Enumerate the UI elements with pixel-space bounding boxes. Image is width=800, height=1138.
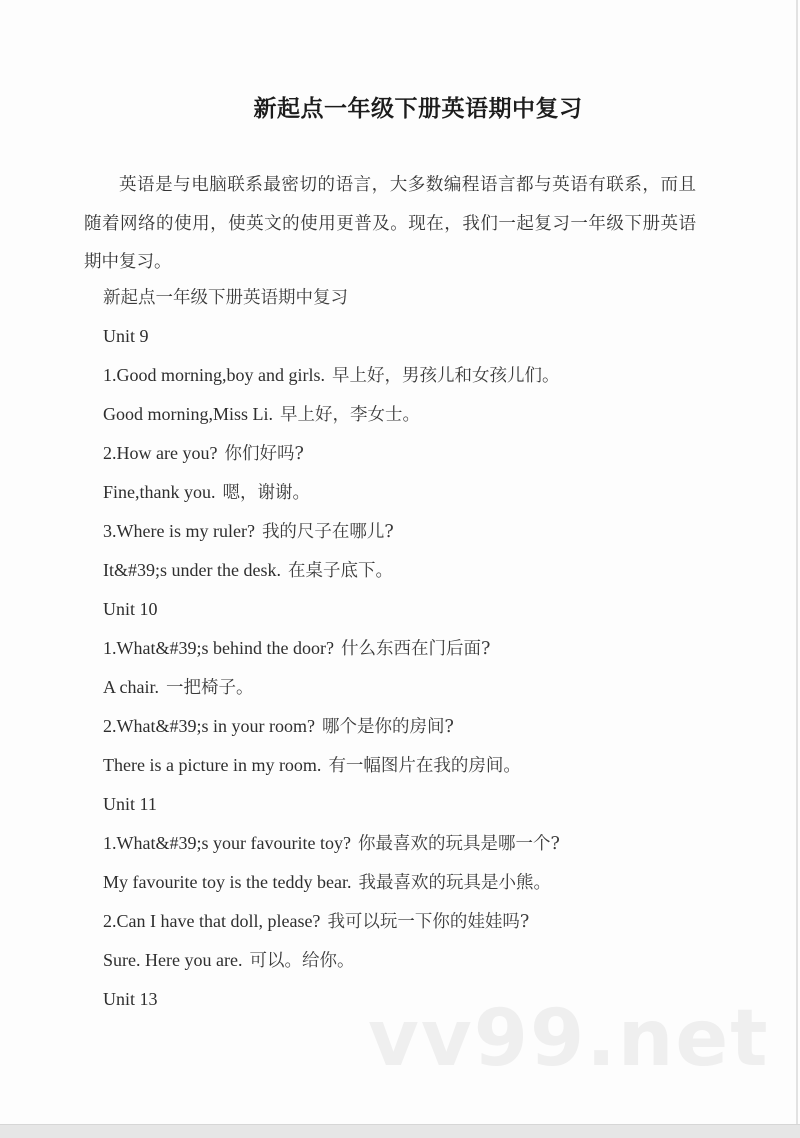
chinese-text: 嗯，谢谢。 [222, 483, 310, 503]
english-text: 2.How are you? [103, 443, 218, 463]
english-text: 1.What&#39;s your favourite toy? [103, 833, 351, 853]
chinese-text: 我的尺子在哪儿? [261, 522, 394, 542]
english-text: There is a picture in my room. [103, 755, 322, 775]
sentence-line [103, 360, 560, 399]
sentence-line [103, 906, 560, 945]
sentence-line [103, 828, 560, 867]
watermark: vv99.net [368, 994, 770, 1084]
chinese-text: 什么东西在门后面? [340, 639, 491, 659]
chinese-text: 可以。给你。 [249, 951, 355, 971]
intro-paragraph: 英语是与电脑联系最密切的语言，大多数编程语言都与英语有联系，而且随着网络的使用，使英文的使用更普及。现在，我们一起复习一年级下册英语期中复习。 [84, 174, 696, 271]
sentence-line [103, 516, 560, 555]
unit-heading [103, 321, 560, 360]
english-text: Sure. Here you are. [103, 950, 243, 970]
sentence-line [103, 750, 560, 789]
sentence-line [103, 555, 560, 594]
sentence-line [103, 633, 560, 672]
sentence-line [103, 945, 560, 984]
sentence-line [103, 477, 560, 516]
chinese-text: 早上好，李女士。 [280, 405, 421, 425]
sentence-line [103, 711, 560, 750]
chinese-text: 你们好吗? [224, 444, 304, 464]
chinese-text: 我可以玩一下你的娃娃吗? [327, 912, 530, 932]
unit-label: Unit 11 [103, 794, 157, 814]
english-text: 1.What&#39;s behind the door? [103, 638, 334, 658]
english-text: 2.Can I have that doll, please? [103, 911, 321, 931]
english-text: It&#39;s under the desk. [103, 560, 281, 580]
unit-label: Unit 10 [103, 599, 158, 619]
english-text: My favourite toy is the teddy bear. [103, 872, 352, 892]
document-title: 新起点一年级下册英语期中复习 [253, 96, 583, 122]
chinese-text: 一把椅子。 [166, 678, 254, 698]
chinese-text: 早上好，男孩儿和女孩儿们。 [332, 366, 560, 386]
english-text: 3.Where is my ruler? [103, 521, 255, 541]
line-text: 新起点一年级下册英语期中复习 [103, 288, 348, 308]
subtitle-line [103, 282, 560, 321]
english-text: 1.Good morning,boy and girls. [103, 365, 325, 385]
sentence-line [103, 867, 560, 906]
english-text: 2.What&#39;s in your room? [103, 716, 315, 736]
chinese-text: 在桌子底下。 [287, 561, 393, 581]
sentence-line [103, 438, 560, 477]
page-bottom-edge [0, 1124, 800, 1138]
chinese-text: 有一幅图片在我的房间。 [328, 756, 521, 776]
sentence-line [103, 399, 560, 438]
content-lines [103, 282, 560, 1023]
chinese-text: 哪个是你的房间? [321, 717, 454, 737]
unit-heading [103, 594, 560, 633]
chinese-text: 我最喜欢的玩具是小熊。 [358, 873, 551, 893]
unit-heading [103, 789, 560, 828]
english-text: Good morning,Miss Li. [103, 404, 274, 424]
sentence-line [103, 672, 560, 711]
unit-label: Unit 13 [103, 989, 158, 1009]
unit-label: Unit 9 [103, 326, 149, 346]
english-text: Fine,thank you. [103, 482, 216, 502]
chinese-text: 你最喜欢的玩具是哪一个? [357, 834, 560, 854]
english-text: A chair. [103, 677, 159, 697]
